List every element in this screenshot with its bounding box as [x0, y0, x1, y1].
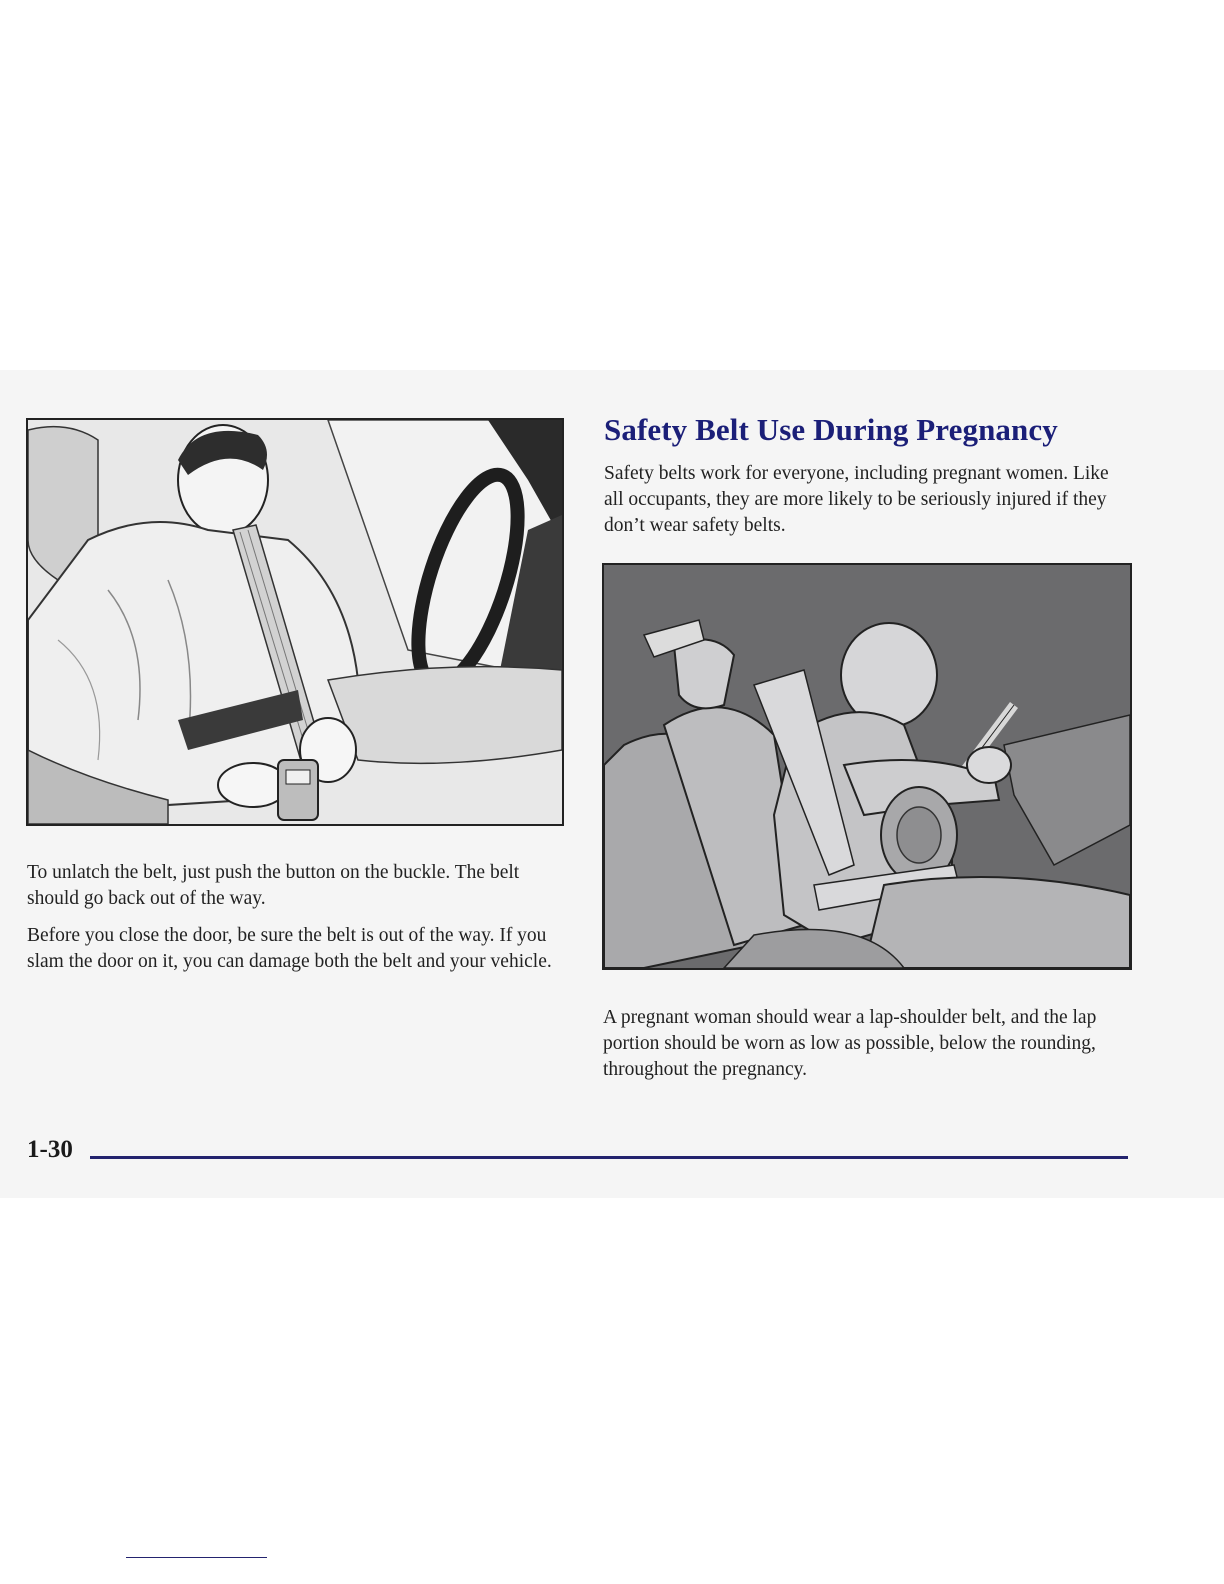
man-unlatching-belt-illustration [26, 418, 564, 826]
pregnant-paragraph: A pregnant woman should wear a lap-shoulder belt, and the lap portion should be worn as low as possible, below the rounding, throughout the pregnancy. [603, 1007, 1097, 1080]
intro-paragraph: Safety belts work for everyone, including pregnant women. Like all occupants, they are more likely to be seriously injured if they don’t wear safety belts. [604, 463, 1109, 536]
door-paragraph: Before you close the door, be sure the belt is out of the way. If you slam the door on it, you can damage both the belt and your vehicle. [27, 925, 552, 972]
bottom-divider [126, 1557, 267, 1558]
page-number: 1-30 [27, 1136, 73, 1163]
pregnant-woman-belt-illustration [602, 563, 1132, 970]
footer-rule [90, 1156, 1128, 1159]
unlatch-paragraph: To unlatch the belt, just push the button on the buckle. The belt should go back out of the way. [27, 862, 520, 909]
section-heading: Safety Belt Use During Pregnancy [604, 412, 1058, 447]
